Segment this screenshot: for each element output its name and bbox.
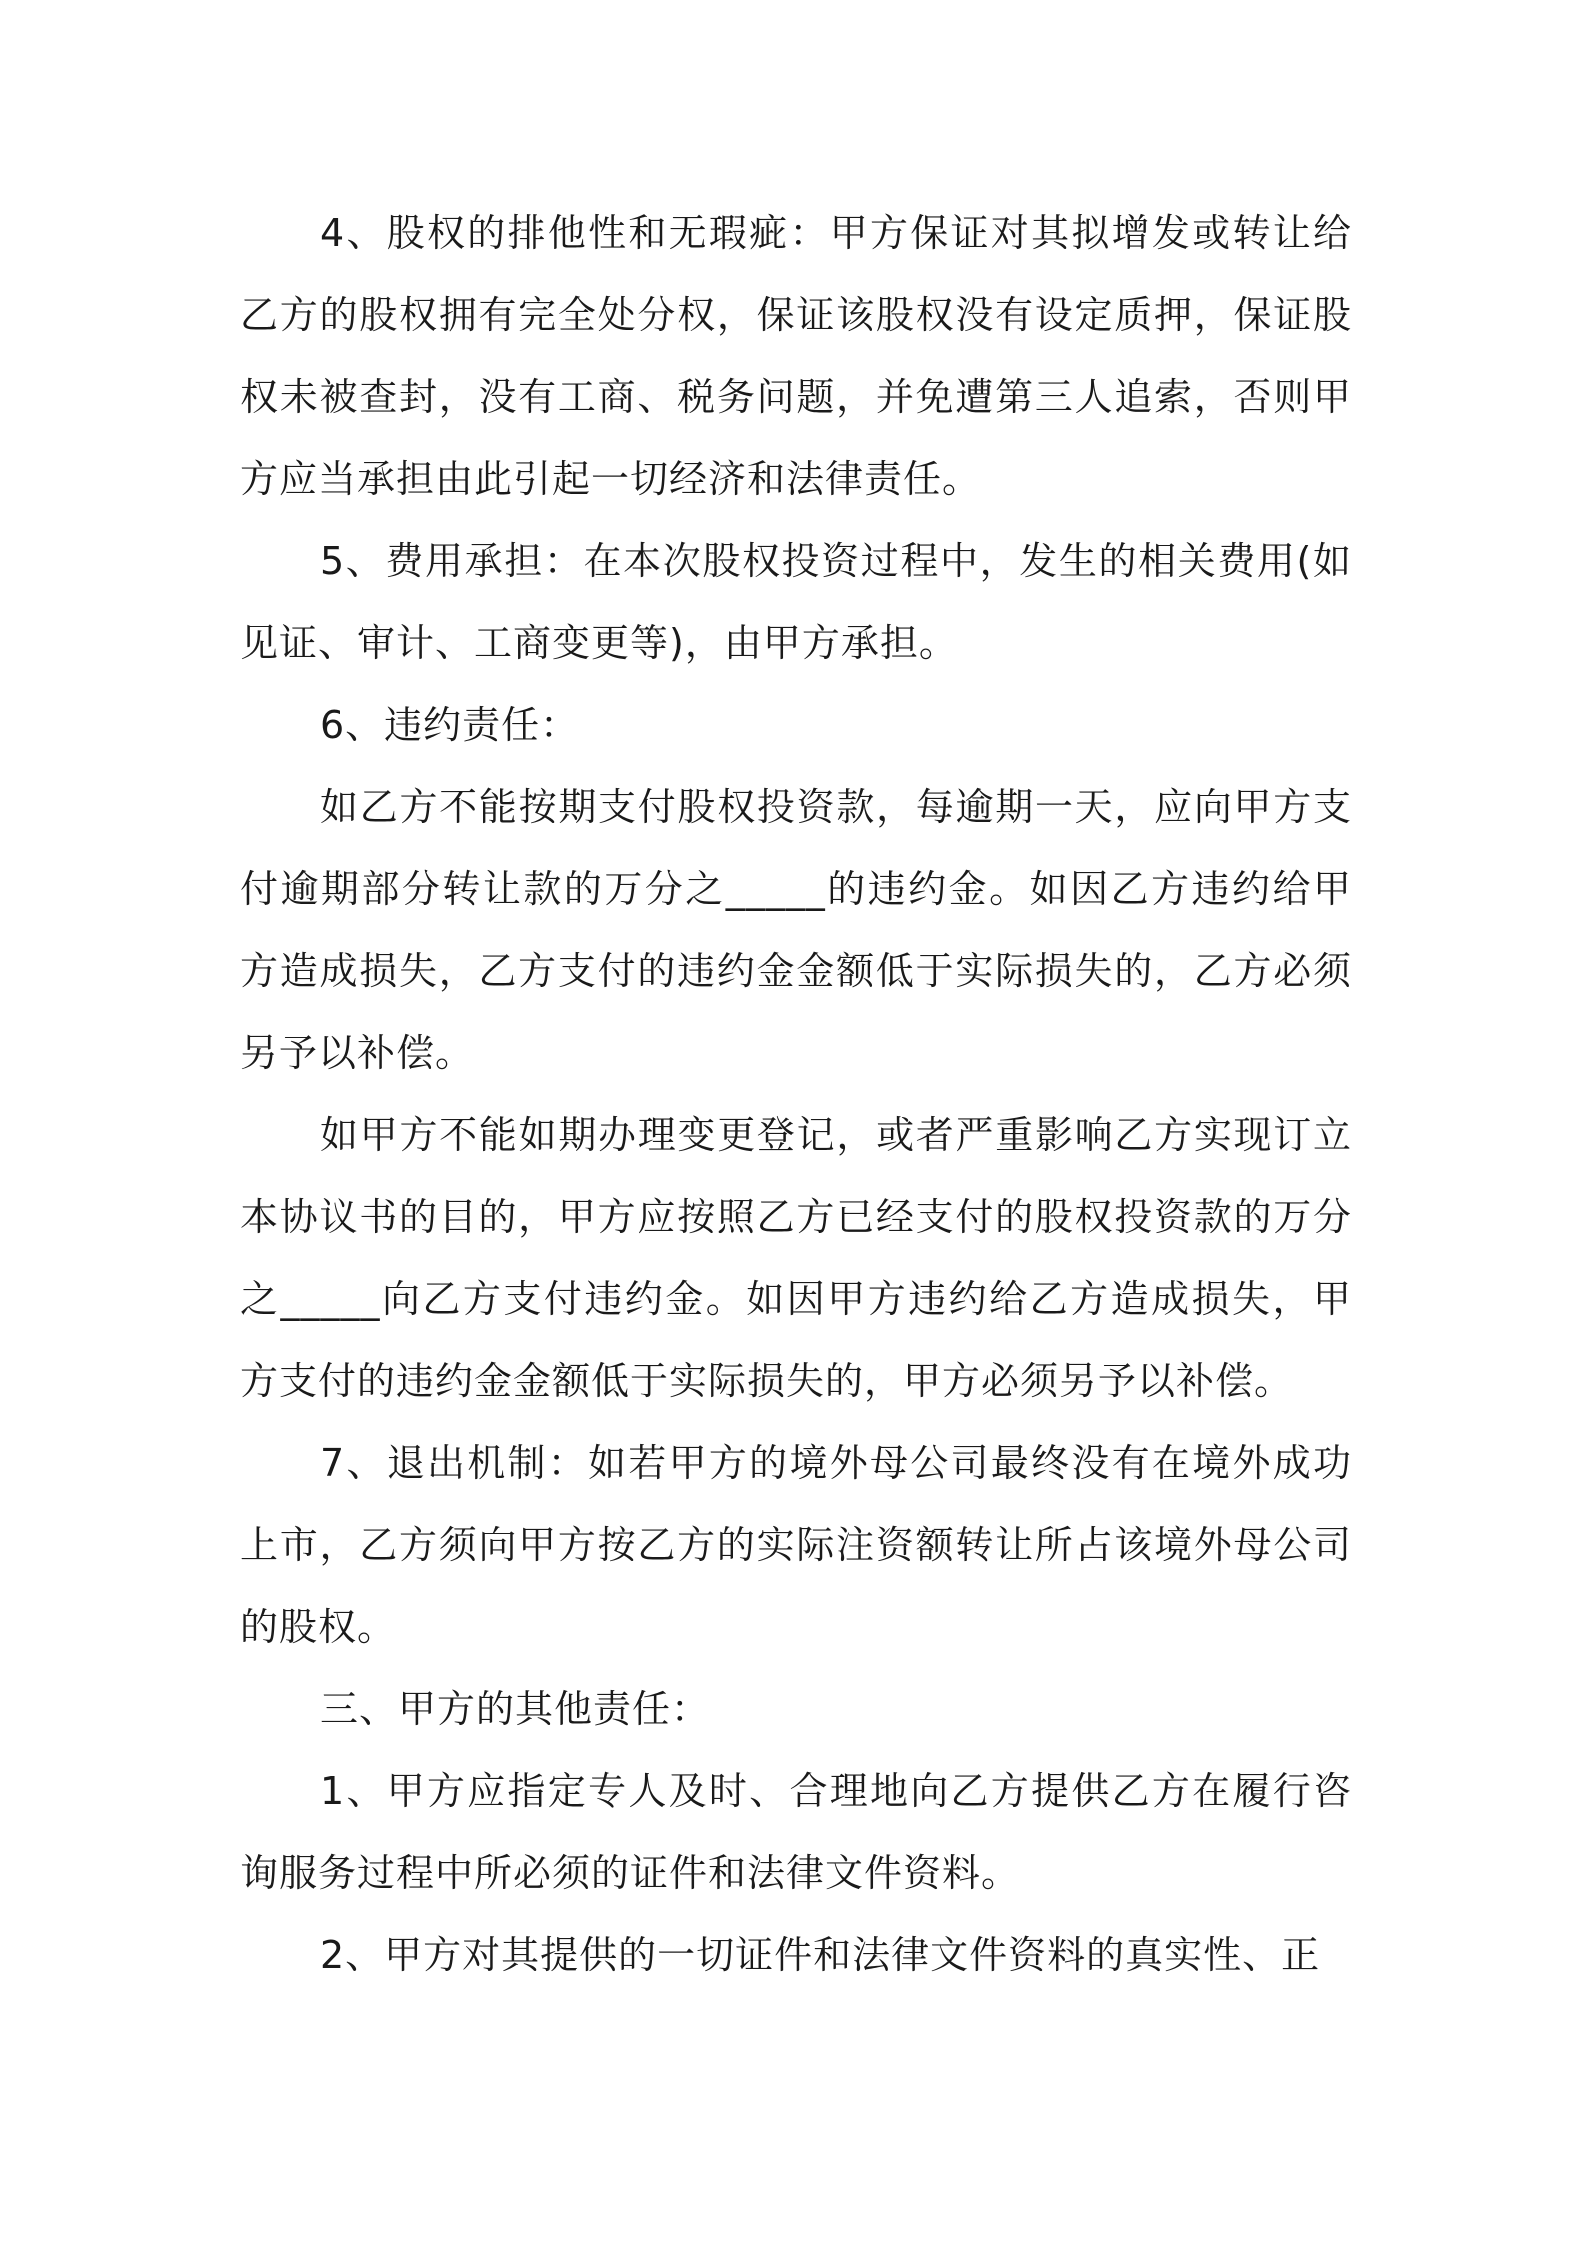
section-3-item-2: 2、甲方对其提供的一切证件和法律文件资料的真实性、正 bbox=[320, 1933, 1321, 1977]
clause-6-party-b-breach: 如乙方不能按期支付股权投资款，每逾期一天，应向甲方支付逾期部分转让款的万分之_____的违约金。如因乙方违约给甲方造成损失，乙方支付的违约金金额低于实际损失的，乙方必须另予以补偿。 bbox=[240, 785, 1352, 1075]
section-3-heading: 三、甲方的其他责任： bbox=[320, 1687, 711, 1731]
clause-5-fees: 5、费用承担：在本次股权投资过程中，发生的相关费用(如见证、审计、工商变更等)，由甲方承担。 bbox=[240, 539, 1352, 665]
document-body bbox=[240, 192, 1352, 1996]
clause-6-party-a-breach: 如甲方不能如期办理变更登记，或者严重影响乙方实现订立本协议书的目的，甲方应按照乙方已经支付的股权投资款的万分之_____向乙方支付违约金。如因甲方违约给乙方造成损失，甲方支付的违约金金额低于实际损失的，甲方必须另予以补偿。 bbox=[240, 1113, 1352, 1403]
clause-4-exclusivity: 4、股权的排他性和无瑕疵：甲方保证对其拟增发或转让给乙方的股权拥有完全处分权，保证该股权没有设定质押，保证股权未被查封，没有工商、税务问题，并免遭第三人追索，否则甲方应当承担由此引起一切经济和法律责任。 bbox=[240, 211, 1352, 501]
clause-7-exit: 7、退出机制：如若甲方的境外母公司最终没有在境外成功上市，乙方须向甲方按乙方的实际注资额转让所占该境外母公司的股权。 bbox=[240, 1441, 1352, 1649]
clause-6-heading: 6、违约责任： bbox=[320, 703, 580, 747]
section-3-item-1: 1、甲方应指定专人及时、合理地向乙方提供乙方在履行咨询服务过程中所必须的证件和法律文件资料。 bbox=[240, 1769, 1352, 1895]
